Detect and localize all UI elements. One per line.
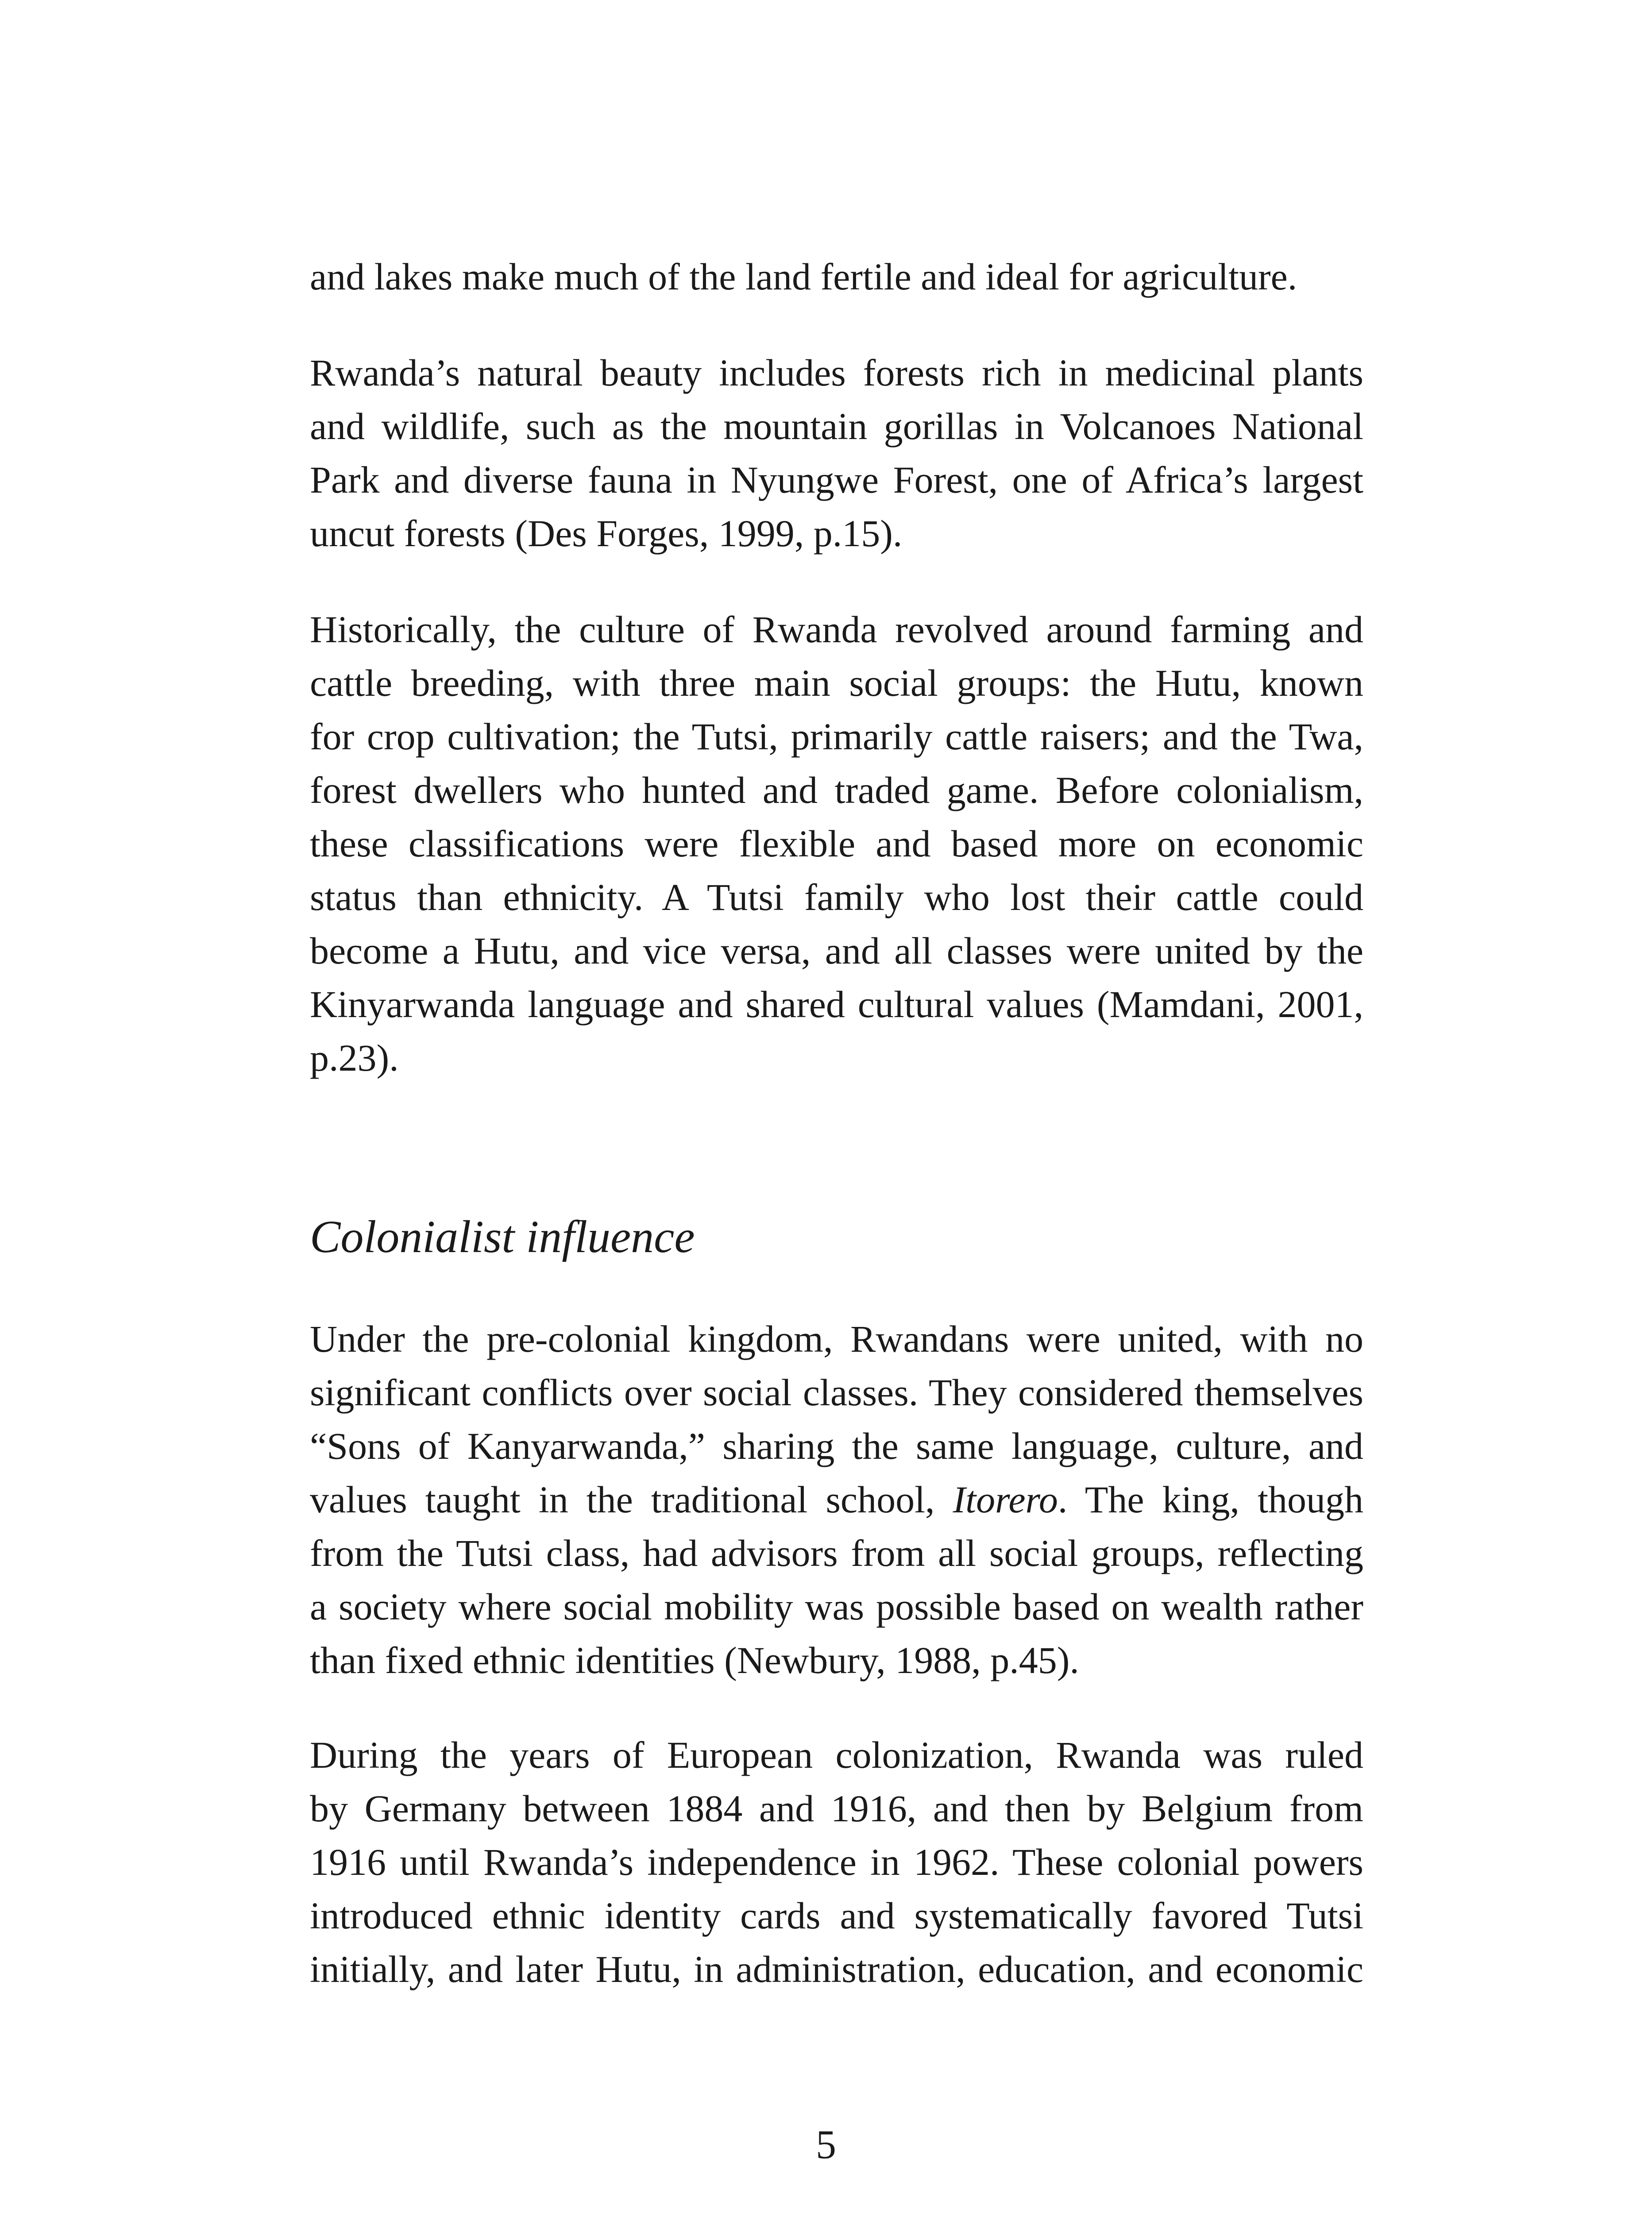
text-line: by Germany between 1884 and 1916, and then by Belgium from	[310, 1787, 1363, 1830]
text-line: Historically, the culture of Rwanda revolved around farming and	[310, 608, 1363, 651]
text-line: initially, and later Hutu, in administration, education, and economic	[310, 1948, 1363, 1990]
text-line: Park and diverse fauna in Nyungwe Forest, one of Africa’s largest	[310, 459, 1363, 501]
paragraph-european-colonization	[310, 1728, 1363, 1996]
page-number: 5	[816, 2122, 836, 2167]
text-line: these classifications were flexible and based more on economic	[310, 822, 1363, 865]
text-line: status than ethnicity. A Tutsi family who lost their cattle could	[310, 876, 1363, 918]
text-line-with-italic	[310, 1473, 1363, 1527]
text-line: a society where social mobility was possible based on wealth rather	[310, 1585, 1363, 1628]
text-line: p.23).	[310, 1037, 399, 1079]
text-line: “Sons of Kanyarwanda,” sharing the same language, culture, and	[310, 1425, 1363, 1467]
text-line: from the Tutsi class, had advisors from all social groups, reflecting	[310, 1532, 1363, 1574]
text-line: than fixed ethnic identities (Newbury, 1988, p.45).	[310, 1639, 1079, 1681]
text-line: Under the pre-colonial kingdom, Rwandans were united, with no	[310, 1318, 1363, 1360]
text-line: During the years of European colonization, Rwanda was ruled	[310, 1734, 1363, 1776]
text-line: for crop cultivation; the Tutsi, primarily cattle raisers; and the Twa,	[310, 715, 1363, 758]
text-line: Rwanda’s natural beauty includes forests rich in medicinal plants	[310, 351, 1363, 394]
text-line: cattle breeding, with three main social groups: the Hutu, known	[310, 662, 1363, 704]
paragraph-natural-beauty	[310, 346, 1363, 560]
text-line: uncut forests (Des Forges, 1999, p.15).	[310, 512, 903, 555]
text-segment: . The king, though	[1058, 1478, 1363, 1521]
paragraph-pre-colonial-kingdom	[310, 1312, 1363, 1687]
paragraph-historical-culture	[310, 603, 1363, 1085]
text-line: and lakes make much of the land fertile and ideal for agriculture.	[310, 255, 1297, 298]
italic-term: Itorero	[953, 1478, 1058, 1521]
text-line: become a Hutu, and vice versa, and all classes were united by the	[310, 929, 1363, 972]
text-line: 1916 until Rwanda’s independence in 1962. These colonial powers	[310, 1841, 1363, 1883]
section-heading: Colonialist influence	[310, 1211, 695, 1262]
text-line: and wildlife, such as the mountain gorillas in Volcanoes National	[310, 405, 1363, 447]
text-line: introduced ethnic identity cards and systematically favored Tutsi	[310, 1894, 1363, 1937]
text-segment: values taught in the traditional school,	[310, 1478, 953, 1521]
text-line: significant conflicts over social classes. They considered themselves	[310, 1371, 1363, 1414]
text-line: Kinyarwanda language and shared cultural values (Mamdani, 2001,	[310, 983, 1363, 1026]
text-line: forest dwellers who hunted and traded game. Before colonialism,	[310, 769, 1363, 811]
paragraph-intro-fragment	[310, 250, 1363, 304]
